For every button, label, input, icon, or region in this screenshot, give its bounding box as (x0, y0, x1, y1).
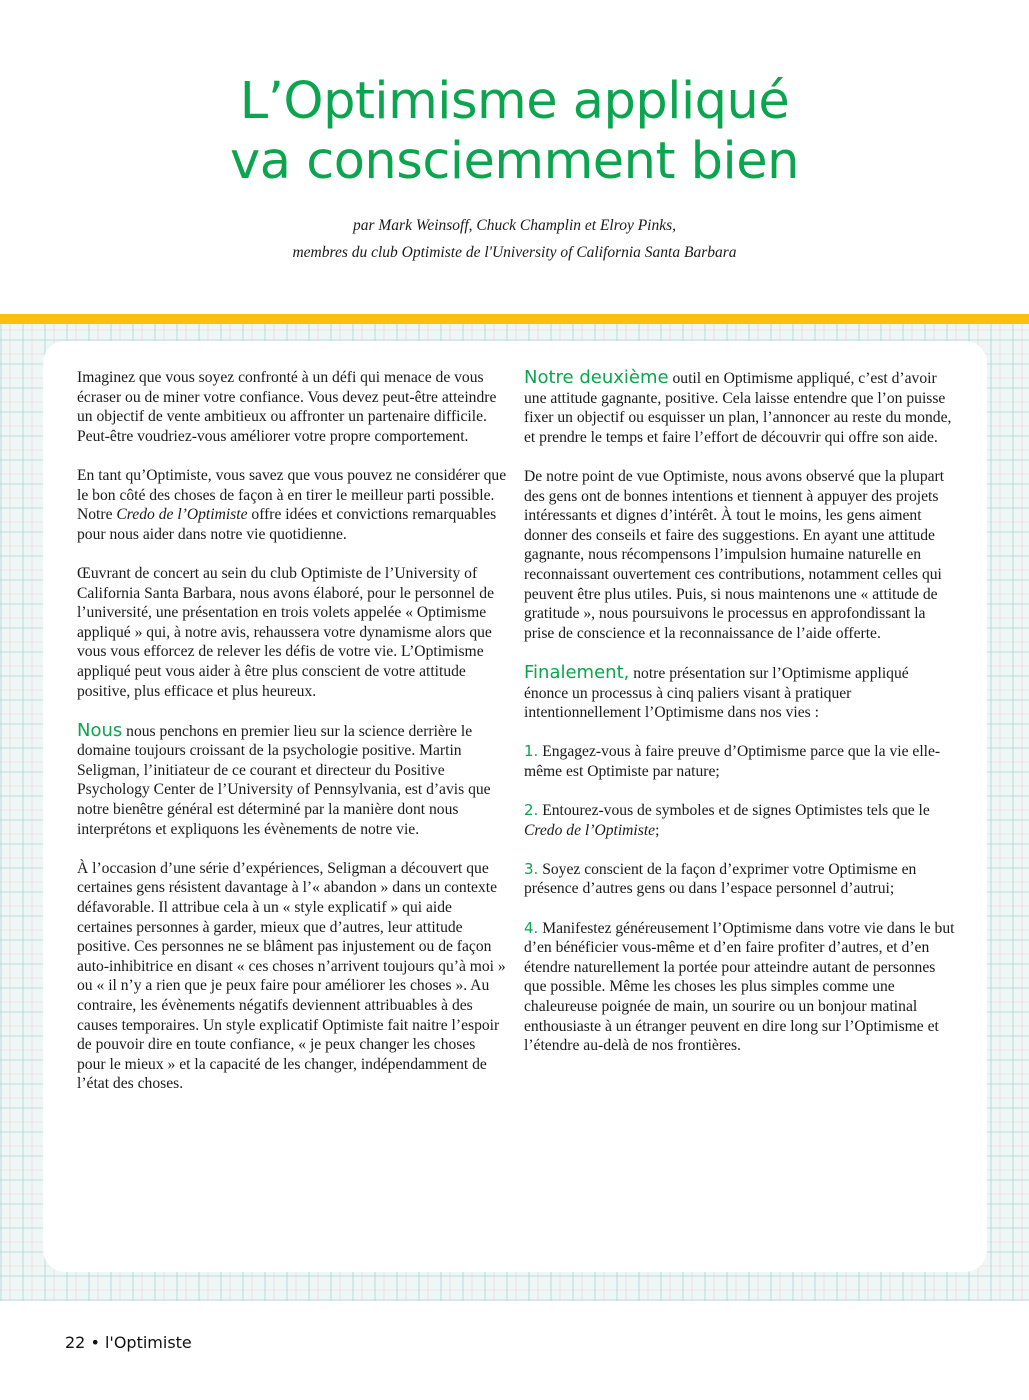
text: Manifestez généreusement l’Optimisme dans votre vie dans le but d’en bénéficier vous-même et d’en faire profiter d’autres, et d’en étendre naturellement la portée pour atteindre autant de personnes que possible. Même les choses les plus simples comme une chaleureuse poignée de main, un sourire ou un bonjour matinal enthousiaste à un étranger peuvent en dire long sur l’Optimisme et l’étendre au-delà de nos frontières. (524, 919, 955, 1055)
paragraph (524, 663, 956, 723)
byline-authors: par Mark Weinsoff, Chuck Champlin et Elroy Pinks, (352, 217, 677, 234)
paragraph: De notre point de vue Optimiste, nous avons observé que la plupart des gens ont de bonnes intentions et tiennent à appuyer des projets intéressants et dignes d’intérêt. À tout le moins, les gens aiment donner des conseils et faire des suggestions. En ayant une attitude gagnante, nous récompensons l’impulsion humaine naturelle en reconnaissant ouvertement ces contributions, notamment celles qui peuvent être plus utiles. Puis, si nous maintenons une « attitude de gratitude », nous poursuivons le processus en approfondissant la prise de conscience et la reconnaissance de l’aide offerte. (524, 467, 945, 642)
step-item (524, 742, 956, 781)
paragraph (77, 466, 507, 544)
text: Entourez-vous de symboles et de signes Optimistes tels que le (538, 802, 930, 820)
text: Engagez-vous à faire preuve d’Optimisme parce que la vie elle-même est Optimiste par nature; (524, 743, 941, 780)
text: offre idées et convictions remarquables pour nous aider dans notre vie quotidienne. (77, 506, 497, 543)
credo-italic: Credo de l’Optimiste (524, 821, 656, 839)
step-number: 1. (524, 742, 539, 761)
step-item (524, 860, 956, 899)
step-number: 2. (524, 801, 539, 820)
byline (0, 212, 1029, 266)
paragraph: À l’occasion d’une série d’expériences, Seligman a découvert que certaines gens résistent davantage à l’« abandon » dans un contexte défavorable. Il attribue cela à un « style explicatif » qui aide certaines personnes à garder, mieux que d’autres, leur attitude positive. Ces personnes ne se blâment pas injustement ou de façon auto-inhibitrice en disant « ces choses n’arrivent toujours qu’à moi » ou « il n’y a rien que je peux faire pour améliorer les choses ». Au contraire, les évènements négatifs deviennent attribuables à des causes temporaires. Un style explicatif Optimiste fait naitre l’espoir de pouvoir dire en toute confiance, « je peux changer les choses pour le mieux » et la capacité de les changer, indépendamment de l’état des choses. (77, 859, 506, 1093)
title-line-2: va consciemment bien (230, 132, 799, 191)
text: En tant qu’Optimiste, vous savez que vous pouvez ne considérer que le bon côté des choses de façon à en tirer le meilleur parti possible. Notre (77, 466, 507, 524)
credo-italic: Credo de l’Optimiste (116, 506, 248, 524)
text: outil en Optimisme appliqué, c’est d’avoir une attitude gagnante, positive. Cela laisse entendre que l’on puisse fixer un objectif ou esquisser un plan, l’annoncer au reste du monde, et prendre le temps et faire l’effort de découvrir qui offre son aide. (524, 370, 952, 446)
right-column (524, 368, 956, 1075)
lead-word: Finalement, (524, 661, 630, 683)
lead-word: Notre deuxième (524, 367, 669, 388)
paragraph (524, 368, 956, 447)
yellow-divider (0, 314, 1029, 324)
lead-word: Nous (77, 719, 123, 741)
step-item (524, 919, 956, 1056)
paragraph: Imaginez que vous soyez confronté à un défi qui menace de vous écraser ou de miner votre confiance. Vous devez peut-être atteindre un objectif de vente ambitieux ou affronter un partenaire difficile. Peut-être voudriez-vous améliorer votre propre comportement. (77, 369, 497, 445)
page-footer: 22 • l'Optimiste (65, 1333, 192, 1352)
text: ; (655, 821, 660, 839)
title-line-1: L’Optimisme appliqué (239, 72, 790, 131)
step-number: 4. (524, 918, 539, 937)
text: notre présentation sur l’Optimisme appliqué énonce un processus à cinq paliers visant à pratiquer intentionnellement l’Optimisme dans nos vies : (524, 664, 909, 722)
left-column (77, 368, 507, 1114)
step-number: 3. (524, 859, 539, 878)
article-title (0, 72, 1029, 192)
paragraph (77, 721, 507, 840)
paragraph: Œuvrant de concert au sein du club Optimiste de l’University of California Santa Barbara, nous avons élaboré, pour le personnel de l’université, une présentation en trois volets appelée « Optimisme appliqué » qui, à notre avis, rehaussera votre dynamisme alors que vous vous efforcez de relever les défis de votre vie. L’Optimisme appliqué peut vous aider à être plus conscient de votre attitude positive, plus efficace et plus heureux. (77, 564, 494, 700)
text: nous penchons en premier lieu sur la science derrière le domaine toujours croissant de la psychologie positive. Martin Seligman, l’initiateur de ce courant et directeur du Positive Psychology Center de l’University of Pennsylvania, est d’avis que notre bienêtre général est déterminé par la manière dont nous interprétons et expliquons les évènements de notre vie. (77, 722, 491, 838)
step-item (524, 801, 956, 840)
byline-affiliation: membres du club Optimiste de l'University of California Santa Barbara (292, 244, 737, 261)
text: Soyez conscient de la façon d’exprimer votre Optimisme en présence d’autres gens ou dans l’espace personnel d’autrui; (524, 860, 917, 898)
